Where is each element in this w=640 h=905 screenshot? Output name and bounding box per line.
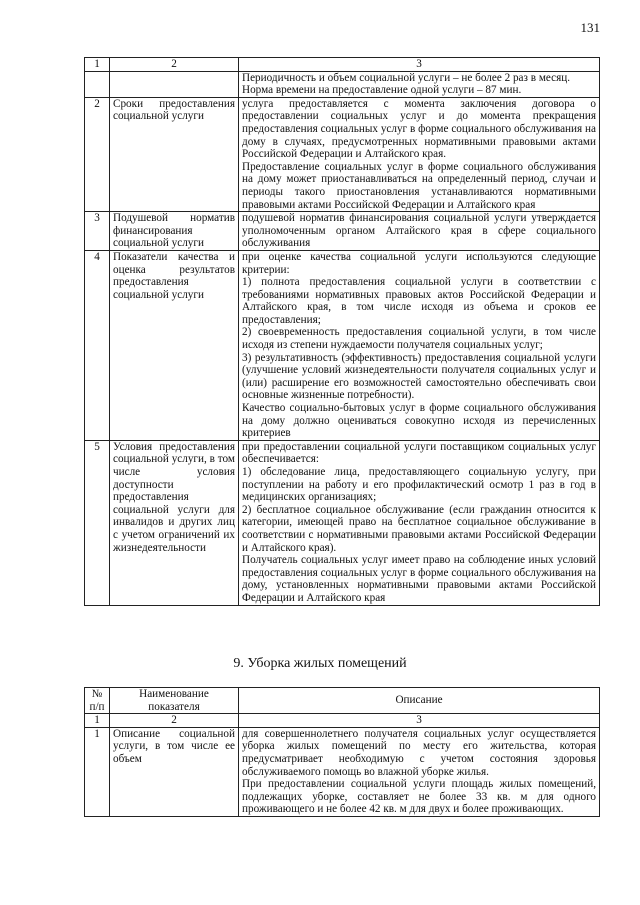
table-index-row	[85, 714, 600, 728]
table-row	[85, 97, 600, 211]
row-description	[239, 440, 600, 605]
description-paragraph: при предоставлении социальной услуги поставщиком социальных услуг обеспечивается:	[242, 440, 596, 466]
description-paragraph: Периодичность и объем социальной услуги – не более 2 раз в месяц.	[242, 71, 571, 84]
description-paragraph: Норма времени на предоставление одной услуги – 87 мин.	[242, 84, 522, 97]
row-number	[85, 71, 110, 97]
row-description	[239, 71, 600, 97]
description-paragraph: 1) полнота предоставления социальной услуги в соответствии с требованиями нормативных правовых актов Российской Федерации и Алтайского края, в том числе исходя из объема и сроков ее предоставления;	[242, 276, 596, 326]
row-name: Показатели качества и оценка результатов предоставления социальной услуги	[110, 250, 239, 440]
row-description	[239, 212, 600, 251]
table-header-row	[85, 58, 600, 72]
table-row	[85, 440, 600, 605]
section-title: 9. Уборка жилых помещений	[233, 656, 407, 671]
header-number: № п/п	[85, 688, 110, 714]
row-number: 1	[85, 727, 110, 816]
row-name: Сроки предоставления социальной услуги	[110, 97, 239, 211]
table-row	[85, 250, 600, 440]
description-paragraph: При предоставлении социальной услуги площадь жилых помещений, подлежащих уборке, составляет не более 33 кв. м для одного проживающего и не более 42 кв. м для двух и более проживающих.	[242, 778, 596, 816]
services-table-continued	[84, 57, 600, 606]
row-description	[239, 97, 600, 211]
cleaning-service-table	[84, 687, 600, 817]
column-number-1: 1	[85, 58, 110, 72]
column-number-2: 2	[110, 58, 239, 72]
table-row	[85, 212, 600, 251]
row-description	[239, 250, 600, 440]
description-paragraph: для совершеннолетнего получателя социальных услуг осуществляется уборка жилых помещений по месту его жительства, которая предусматривает необходимую с учетом состояния здоровья обслуживаемого помощь во влажной уборке жилья.	[242, 727, 596, 778]
description-paragraph: 2) бесплатное социальное обслуживание (если гражданин относится к категории, имеющей право на бесплатное социальное обслуживание в соответствии с нормативными правовыми актами Российской Федерации и Алтайского края).	[242, 503, 596, 554]
description-paragraph: 2) своевременность предоставления социальной услуги, в том числе исходя из степени нуждаемости получателя социальных услуг;	[242, 326, 596, 352]
row-number: 3	[85, 212, 110, 251]
row-name: Условия предоставления социальной услуги, в том числе условия доступности предоставления социальной услуги для инвалидов и других лиц с учетом ограничений их жизнедеятельности	[110, 440, 239, 605]
row-name	[110, 71, 239, 97]
description-paragraph: при оценке качества социальной услуги используются следующие критерии:	[242, 250, 596, 276]
header-description: Описание	[239, 688, 600, 714]
table-row	[85, 727, 600, 816]
table-row	[85, 71, 600, 97]
row-number: 4	[85, 250, 110, 440]
description-paragraph: 3) результативность (эффективность) предоставления социальной услуги (улучшение условий жизнедеятельности получателя социальных услуг и (или) расширение его возможностей самостоятельно обеспечивать свои основные жизненные потребности).	[242, 351, 596, 402]
column-number-3: 3	[239, 714, 600, 728]
page-number: 131	[580, 20, 600, 35]
description-paragraph: подушевой норматив финансирования социальной услуги утверждается уполномоченным органом Алтайского края в сфере социального обслуживания	[242, 212, 596, 250]
description-paragraph: Предоставление социальных услуг в форме социального обслуживания на дому может приостанавливаться на определенный период, случаи и периоды такого приостановления устанавливаются нормативными правовыми актами Российской Федерации и Алтайского края	[242, 160, 596, 211]
description-paragraph: Получатель социальных услуг имеет право на соблюдение иных условий предоставления социальных услуг в форме социального обслуживания на дому, установленных нормативными правовыми актами Российской Федерации и Алтайского края	[242, 554, 596, 604]
description-paragraph: 1) обследование лица, предоставляющего социальную услугу, при поступлении на работу и его профилактический осмотр 1 раз в год в медицинских организациях;	[242, 466, 596, 504]
row-number: 5	[85, 440, 110, 605]
description-paragraph: Качество социально-бытовых услуг в форме социального обслуживания на дому должно оцениваться совокупно исходя из перечисленных критериев	[242, 402, 596, 440]
column-number-3: 3	[239, 58, 600, 72]
row-description	[239, 727, 600, 816]
row-name: Описание социальной услуги, в том числе ее объем	[110, 727, 239, 816]
column-number-1: 1	[85, 714, 110, 728]
description-paragraph: услуга предоставляется с момента заключения договора о предоставлении социальных услуг и до момента прекращения предоставления социальных услуг в форме социального обслуживания на дому в случаях, предусмотренных нормативными правовыми актами Российской Федерации и Алтайского края.	[242, 97, 596, 161]
row-number: 2	[85, 97, 110, 211]
column-number-2: 2	[110, 714, 239, 728]
row-name: Подушевой норматив финансирования социальной услуги	[110, 212, 239, 251]
table-header-row	[85, 688, 600, 714]
header-name: Наименование показателя	[110, 688, 239, 714]
